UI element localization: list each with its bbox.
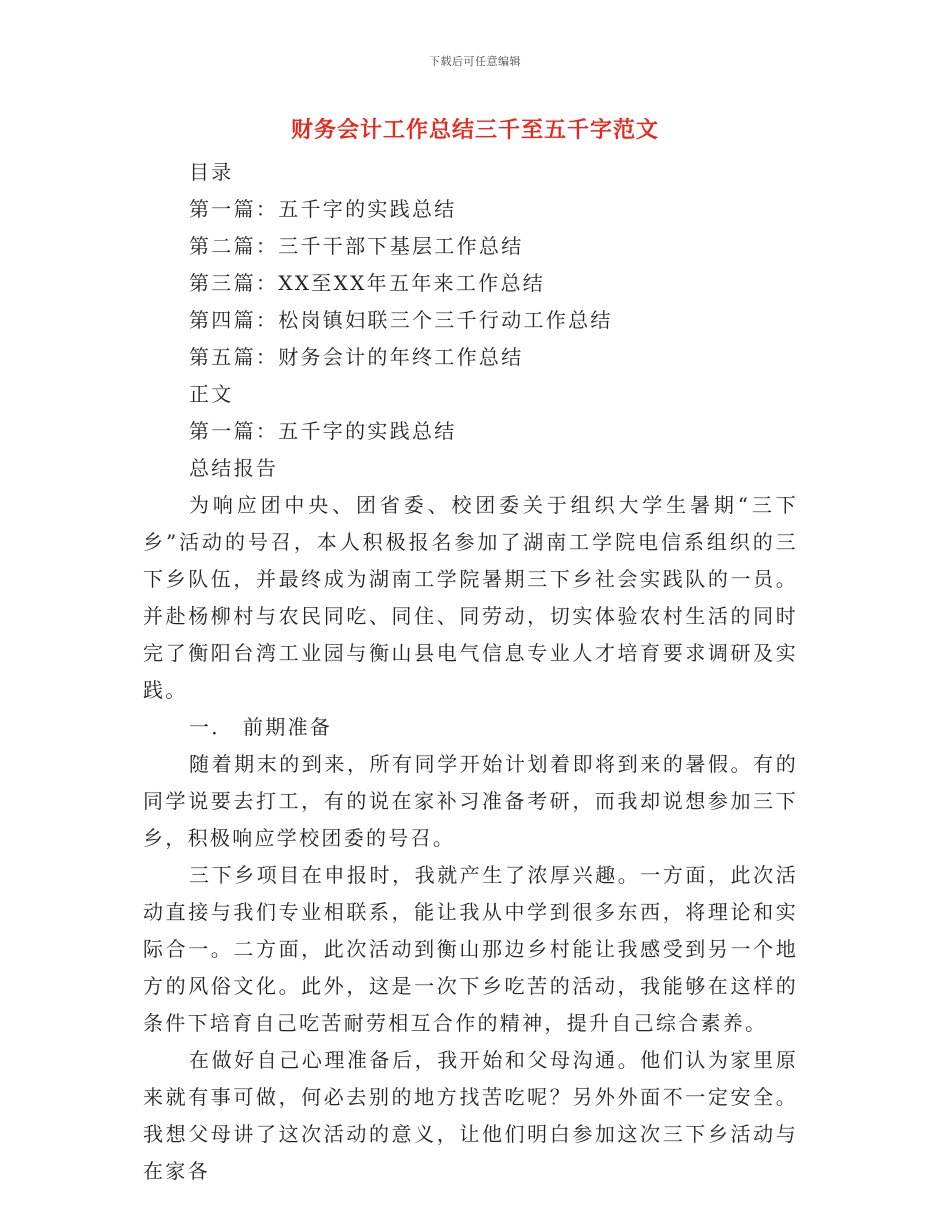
page-header-note: 下载后可任意编辑 bbox=[429, 55, 521, 68]
section-heading bbox=[143, 709, 798, 746]
toc-item-2: 第二篇：三千干部下基层工作总结 bbox=[189, 234, 524, 258]
paragraph-2: 三下乡项目在申报时，我就产生了浓厚兴趣。一方面，此次活动直接与我们专业相联系，能让我从中学到很多东西，将理论和实际合一。二方面，此次活动到衡山那边乡村能让我感受到另一个地方的风俗文化。此外，这是一次下乡吃苦的活动，我能够在这样的条件下培育自己吃苦耐劳相互合作的精神，提升自己综合素养。 bbox=[143, 863, 798, 1035]
toc-item-4: 第四篇：松岗镇妇联三个三千行动工作总结 bbox=[189, 308, 613, 332]
chapter-title: 第一篇：五千字的实践总结 bbox=[189, 419, 457, 443]
document-body bbox=[143, 154, 798, 1190]
toc-item-1: 第一篇：五千字的实践总结 bbox=[189, 197, 457, 221]
paragraph-3: 在做好自己心理准备后，我开始和父母沟通。他们认为家里原来就有事可做，何必去别的地方找苦吃呢？另外外面不一定安全。我想父母讲了这次活动的意义，让他们明白参加这次三下乡活动与在家各 bbox=[143, 1048, 798, 1183]
section-number: 一． bbox=[189, 715, 234, 739]
toc-item-3: 第三篇：XX至XX年五年来工作总结 bbox=[189, 271, 546, 295]
document-title: 财务会计工作总结三千至五千字范文 bbox=[290, 117, 659, 143]
toc-item-5: 第五篇：财务会计的年终工作总结 bbox=[189, 345, 524, 369]
intro-paragraph: 为响应团中央、团省委、校团委关于组织大学生暑期“三下乡”活动的号召，本人积极报名参加了湖南工学院电信系组织的三下乡队伍，并最终成为湖南工学院暑期三下乡社会实践队的一员。并赴杨柳村与农民同吃、同住、同劳动，切实体验农村生活的同时完了衡阳台湾工业园与衡山县电气信息专业人才培育要求调研及实践。 bbox=[143, 493, 798, 702]
paragraph-1: 随着期末的到来，所有同学开始计划着即将到来的暑假。有的同学说要去打工，有的说在家补习准备考研，而我却说想参加三下乡，积极响应学校团委的号召。 bbox=[143, 752, 798, 850]
section-title: 前期准备 bbox=[243, 715, 333, 739]
toc-label: 目录 bbox=[189, 160, 234, 184]
main-text-label: 正文 bbox=[189, 382, 234, 406]
report-title: 总结报告 bbox=[189, 456, 279, 480]
